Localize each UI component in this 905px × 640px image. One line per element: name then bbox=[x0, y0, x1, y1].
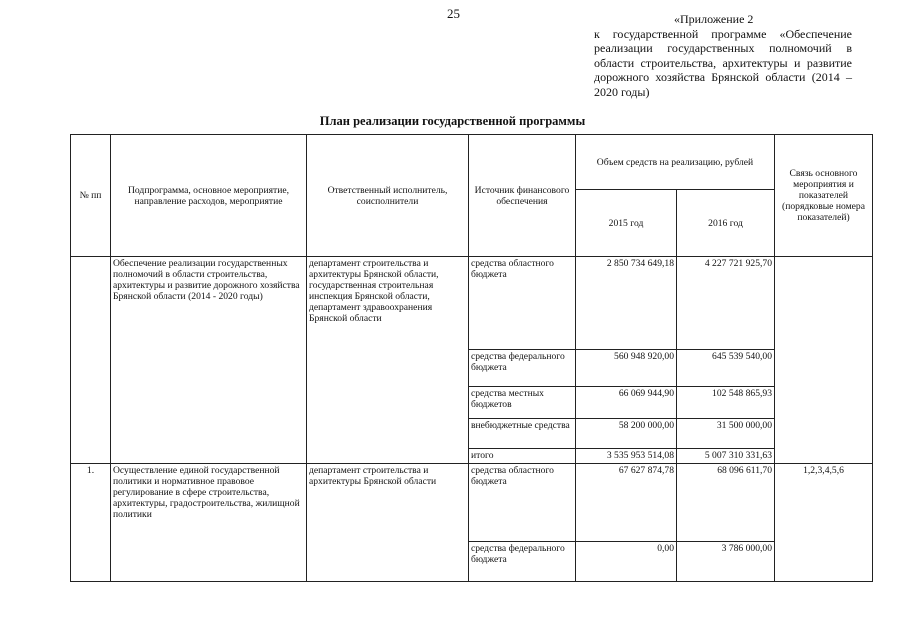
subprogram-cell: Осуществление единой государственной политики и нормативное правовое регулирование в сфере строительства, архитектуры, градостроительства, жилищной политики bbox=[111, 464, 307, 582]
source-cell: средства областного бюджета bbox=[469, 464, 576, 542]
value-2015-total: 3 535 953 514,08 bbox=[576, 449, 677, 464]
table-row bbox=[71, 464, 873, 542]
subprogram-cell: Обеспечение реализации государственных полномочий в области строительства, архитектуры и развитие дорожного хозяйства Брянской области (2014 - 2020 годы) bbox=[111, 257, 307, 464]
source-cell: средства федерального бюджета bbox=[469, 542, 576, 582]
value-2015: 58 200 000,00 bbox=[576, 419, 677, 449]
source-cell-total: итого bbox=[469, 449, 576, 464]
link-cell: 1,2,3,4,5,6 bbox=[775, 464, 873, 582]
value-2016: 4 227 721 925,70 bbox=[677, 257, 775, 350]
header-subprogram: Подпрограмма, основное мероприятие, направление расходов, мероприятие bbox=[111, 135, 307, 257]
appendix-body: к государственной программе «Обеспечение реализации государственных полномочий в области строительства, архитектуры и развитие дорожного хозяйства Брянской области (2014 – 2020 годы) bbox=[594, 26, 852, 99]
value-2016: 102 548 865,93 bbox=[677, 387, 775, 419]
value-2016: 31 500 000,00 bbox=[677, 419, 775, 449]
header-link: Связь основного мероприятия и показателей (порядковые номера показателей) bbox=[775, 135, 873, 257]
source-cell: средства местных бюджетов bbox=[469, 387, 576, 419]
header-source: Источник финансового обеспечения bbox=[469, 135, 576, 257]
link-cell bbox=[775, 257, 873, 464]
value-2015: 0,00 bbox=[576, 542, 677, 582]
executor-cell: департамент строительства и архитектуры Брянской области bbox=[307, 464, 469, 582]
page-number: 25 bbox=[447, 6, 460, 21]
value-2016: 68 096 611,70 bbox=[677, 464, 775, 542]
header-year-2016: 2016 год bbox=[677, 190, 775, 257]
row-num bbox=[71, 257, 111, 464]
plan-table bbox=[70, 134, 873, 582]
value-2016: 3 786 000,00 bbox=[677, 542, 775, 582]
source-cell: внебюджетные средства bbox=[469, 419, 576, 449]
header-row-1 bbox=[71, 135, 873, 190]
source-cell: средства федерального бюджета bbox=[469, 350, 576, 387]
value-2016-total: 5 007 310 331,63 bbox=[677, 449, 775, 464]
executor-cell: департамент строительства и архитектуры Брянской области, государственная строительная инспекция Брянской области, департамент здравоохранения Брянской области bbox=[307, 257, 469, 464]
value-2015: 66 069 944,90 bbox=[576, 387, 677, 419]
value-2015: 2 850 734 649,18 bbox=[576, 257, 677, 350]
appendix-note bbox=[594, 12, 852, 100]
document-title: План реализации государственной программы bbox=[319, 114, 586, 128]
appendix-heading: «Приложение 2 bbox=[674, 12, 754, 26]
header-volume: Объем средств на реализацию, рублей bbox=[576, 135, 775, 190]
table-row bbox=[71, 257, 873, 350]
row-num: 1. bbox=[71, 464, 111, 582]
value-2015: 560 948 920,00 bbox=[576, 350, 677, 387]
header-year-2015: 2015 год bbox=[576, 190, 677, 257]
header-num: № пп bbox=[71, 135, 111, 257]
value-2016: 645 539 540,00 bbox=[677, 350, 775, 387]
header-executor: Ответственный исполнитель, соисполнители bbox=[307, 135, 469, 257]
source-cell: средства областного бюджета bbox=[469, 257, 576, 350]
value-2015: 67 627 874,78 bbox=[576, 464, 677, 542]
